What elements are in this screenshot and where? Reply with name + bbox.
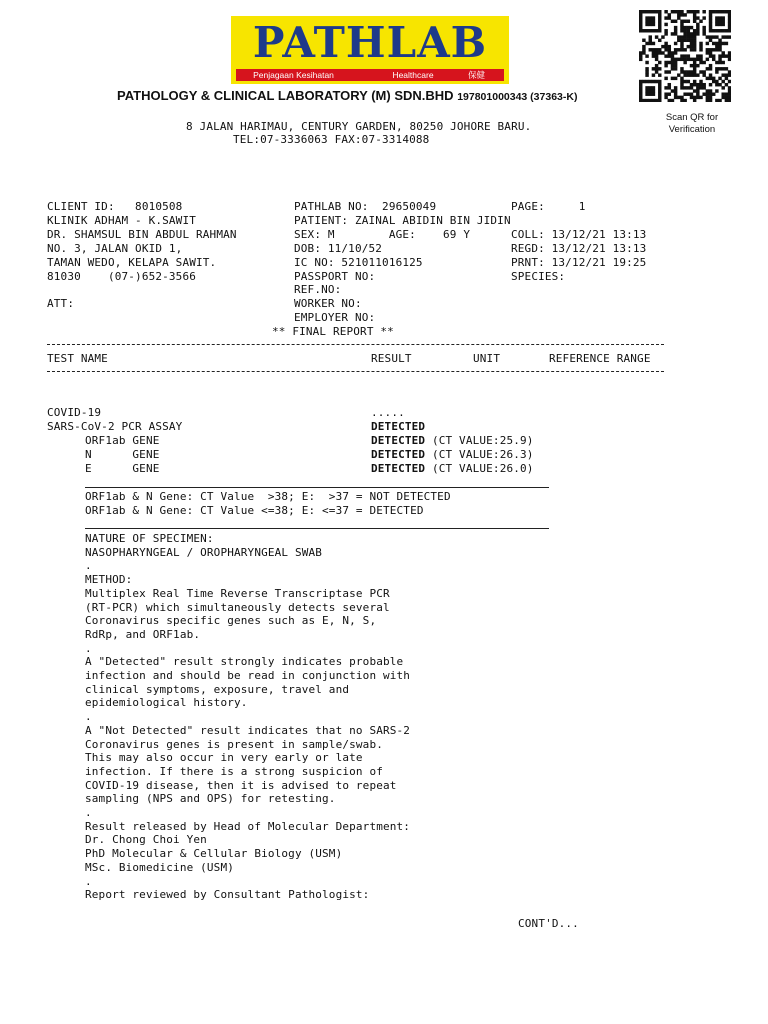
gene-ct-value: (CT VALUE:26.3): [431, 448, 534, 461]
client-id: CLIENT ID: 8010508: [47, 200, 183, 213]
test-group: COVID-19: [47, 406, 102, 419]
note-line: NATURE OF SPECIMEN:: [85, 532, 214, 545]
report-title: ** FINAL REPORT **: [272, 325, 394, 338]
client-address-1: NO. 3, JALAN OKID 1,: [47, 242, 183, 255]
patient-name: PATIENT: ZAINAL ABIDIN BIN JIDIN: [294, 214, 511, 227]
gene-result: DETECTED: [371, 434, 426, 447]
logo-tagline-strip: [236, 69, 504, 81]
note-line: A "Not Detected" result indicates that no SARS-2: [85, 723, 411, 737]
note-line: infection. If there is a strong suspicion of: [85, 764, 383, 778]
gene-name: ORF1ab GENE: [85, 434, 160, 447]
patient-ic: IC NO: 521011016125: [294, 256, 423, 269]
note-line: MSc. Biomedicine (USM): [85, 860, 234, 874]
note-line: Report reviewed by Consultant Pathologist:: [85, 888, 370, 902]
column-result: RESULT: [371, 352, 412, 365]
gene-result-row: [371, 462, 534, 476]
page-number: PAGE: 1: [511, 200, 586, 213]
note-line: Multiplex Real Time Reverse Transcriptase PCR: [85, 586, 390, 600]
table-divider-top: [47, 344, 664, 345]
logo-tagline-right: Healthcare: [392, 70, 434, 80]
gene-result: DETECTED: [371, 448, 426, 461]
lab-address: 8 JALAN HARIMAU, CENTURY GARDEN, 80250 JOHORE BARU.: [186, 120, 532, 133]
note-line: .: [85, 559, 92, 573]
note-line: epidemiological history.: [85, 696, 248, 710]
pathlab-logo: [231, 16, 509, 84]
note-line: This may also occur in very early or late: [85, 751, 363, 765]
client-doctor: DR. SHAMSUL BIN ABDUL RAHMAN: [47, 228, 237, 241]
note-line: infection and should be read in conjunction with: [85, 669, 411, 682]
client-att: ATT:: [47, 297, 75, 310]
note-line: Result released by Head of Molecular Department:: [85, 819, 411, 833]
company-heading: [117, 88, 577, 103]
assay-result: DETECTED: [371, 420, 426, 433]
client-clinic: KLINIK ADHAM - K.SAWIT: [47, 214, 196, 227]
gene-ct-value: (CT VALUE:25.9): [431, 434, 534, 447]
logo-wordmark: PATHLAB: [252, 18, 488, 67]
logo-tagline-cn: 保健: [468, 70, 486, 80]
criteria-detected: ORF1ab & N Gene: CT Value <=38; E: <=37 = DETECTED: [85, 504, 424, 517]
assay-name: SARS-CoV-2 PCR ASSAY: [47, 420, 183, 433]
column-unit: UNIT: [473, 352, 501, 365]
continued-marker: CONT'D...: [518, 917, 579, 930]
note-line: clinical symptoms, exposure, travel and: [85, 682, 350, 696]
logo-tagline-left: Penjagaan Kesihatan: [253, 70, 334, 80]
note-line: RdRp, and ORF1ab.: [85, 627, 201, 641]
gene-result-row: [371, 448, 534, 462]
company-registration: 197801000343 (37363-K): [457, 91, 578, 103]
patient-ref: REF.NO:: [294, 283, 342, 296]
patient-dob: DOB: 11/10/52: [294, 242, 383, 255]
patient-employer: EMPLOYER NO:: [294, 311, 376, 324]
criteria-rule-bottom: [85, 528, 549, 529]
lab-contact: TEL:07-3336063 FAX:07-3314088: [233, 133, 430, 146]
note-line: Coronavirus genes is present in sample/swab.: [85, 737, 383, 751]
note-line: .: [85, 806, 92, 819]
note-line: .: [85, 641, 92, 655]
note-line: PhD Molecular & Cellular Biology (USM): [85, 847, 343, 861]
client-address-3: 81030 (07-)652-3566: [47, 270, 196, 283]
column-reference-range: REFERENCE RANGE: [549, 352, 651, 365]
qr-code[interactable]: [639, 10, 731, 102]
criteria-rule-top: [85, 487, 549, 488]
note-line: (RT-PCR) which simultaneously detects several: [85, 600, 390, 614]
gene-ct-value: (CT VALUE:26.0): [431, 462, 534, 475]
gene-name: E GENE: [85, 462, 160, 475]
column-test-name: TEST NAME: [47, 352, 108, 365]
patient-sex-age: SEX: M AGE: 69 Y: [294, 228, 471, 241]
collected-time: COLL: 13/12/21 13:13: [511, 228, 647, 241]
patient-worker: WORKER NO:: [294, 297, 362, 310]
note-line: NASOPHARYNGEAL / OROPHARYNGEAL SWAB: [85, 545, 323, 559]
qr-code-graphic: [639, 10, 731, 102]
client-address-2: TAMAN WEDO, KELAPA SAWIT.: [47, 256, 217, 269]
table-divider-bottom: [47, 371, 664, 372]
note-line: .: [85, 874, 92, 888]
gene-result-row: [371, 434, 534, 448]
criteria-not-detected: ORF1ab & N Gene: CT Value >38; E: >37 = NOT DETECTED: [85, 490, 451, 503]
patient-passport: PASSPORT NO:: [294, 270, 376, 283]
gene-name: N GENE: [85, 448, 160, 461]
note-line: Dr. Chong Choi Yen: [85, 833, 207, 847]
printed-time: PRNT: 13/12/21 19:25: [511, 256, 647, 269]
note-line: METHOD:: [85, 573, 133, 587]
gene-result: DETECTED: [371, 462, 426, 475]
note-line: Coronavirus specific genes such as E, N, S,: [85, 614, 377, 628]
note-line: COVID-19 disease, then it is advised to repeat: [85, 778, 397, 792]
company-name: PATHOLOGY & CLINICAL LABORATORY (M) SDN.BHD: [117, 88, 454, 103]
registered-time: REGD: 13/12/21 13:13: [511, 242, 647, 255]
note-line: A "Detected" result strongly indicates probable: [85, 655, 404, 669]
pathlab-number: PATHLAB NO: 29650049: [294, 200, 437, 213]
species: SPECIES:: [511, 270, 566, 283]
note-line: .: [85, 710, 92, 724]
note-line: sampling (NPS and OPS) for retesting.: [85, 792, 336, 806]
qr-note: Scan QR for Verification: [665, 112, 719, 135]
test-group-result: .....: [371, 406, 405, 419]
